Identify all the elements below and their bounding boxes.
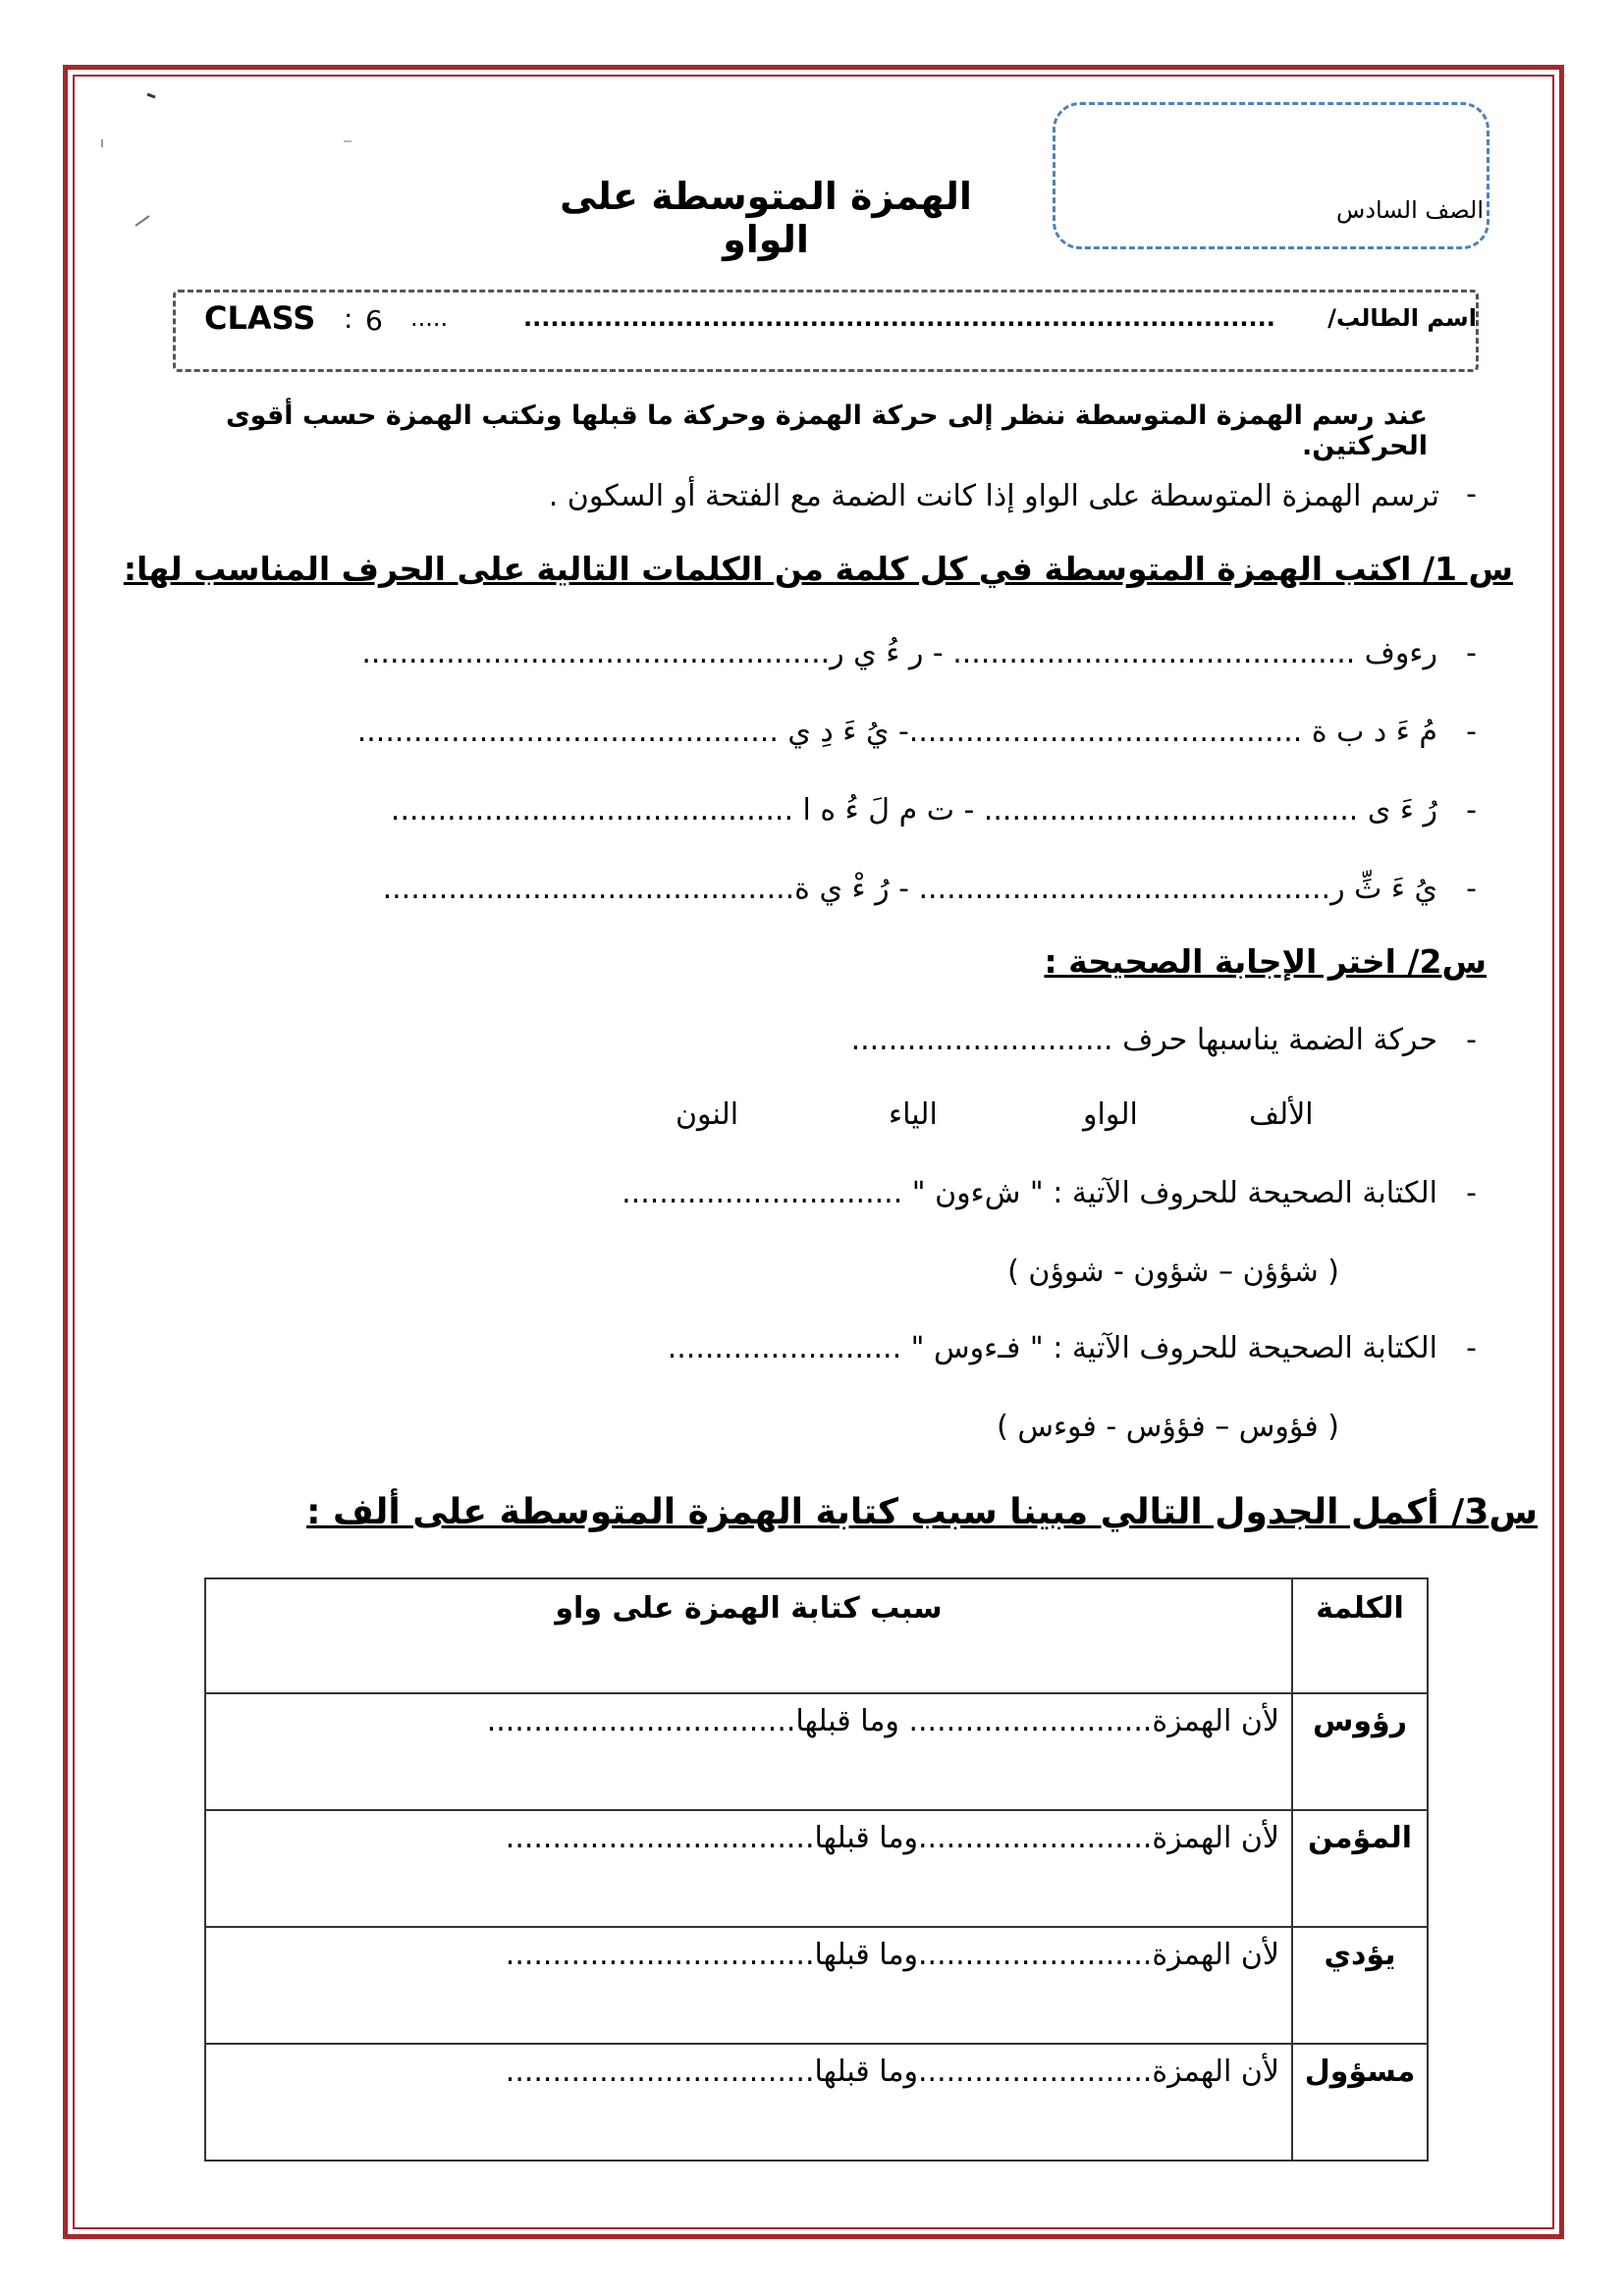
- reason-cell[interactable]: لأن الهمزة.........................وما قبلها.................................: [205, 1927, 1292, 2044]
- table-row: [205, 2044, 1428, 2161]
- student-name-field[interactable]: ....................................................................................: [523, 304, 1275, 332]
- reason-cell[interactable]: لأن الهمزة.........................وما قبلها.................................: [205, 2044, 1292, 2161]
- bullet: -: [1466, 715, 1477, 749]
- grade-box: [1053, 102, 1489, 249]
- class-separator: :: [344, 302, 353, 335]
- q1-item-4[interactable]: يُ ءَ ثِّ ر............................................ - رُ ءْ ي ة............................................: [382, 872, 1437, 906]
- q2-item-2[interactable]: الكتابة الصحيحة للحروف الآتية : " شءون " ..............................: [622, 1176, 1437, 1210]
- table-row: [205, 1810, 1428, 1927]
- option-waw[interactable]: الواو: [1083, 1097, 1138, 1132]
- question-2-heading: س2/ اختر الإجابة الصحيحة :: [1044, 942, 1487, 981]
- rule-waw: ترسم الهمزة المتوسطة على الواو إذا كانت الضمة مع الفتحة أو السكون .: [548, 479, 1439, 513]
- grade-label: الصف السادس: [1336, 196, 1484, 224]
- word-cell: يؤدي: [1292, 1927, 1428, 2044]
- option-alif[interactable]: الألف: [1249, 1097, 1314, 1132]
- q2-item-2-options[interactable]: ( شؤؤن – شؤون - شوؤن ): [1007, 1255, 1339, 1289]
- rule-intro: عند رسم الهمزة المتوسطة ننظر إلى حركة الهمزة وحركة ما قبلها ونكتب الهمزة حسب أقوى الحركتين.: [225, 400, 1428, 461]
- class-label: CLASS: [204, 299, 316, 337]
- word-cell: المؤمن: [1292, 1810, 1428, 1927]
- q2-item-3-options[interactable]: ( فؤوس – فؤؤس - فوءس ): [997, 1410, 1339, 1444]
- q2-item-1[interactable]: حركة الضمة يناسبها حرف ............................: [850, 1023, 1437, 1057]
- table-row: [205, 1927, 1428, 2044]
- question-3-heading: س3/ أكمل الجدول التالي مبينا سبب كتابة الهمزة المتوسطة على ألف :: [306, 1492, 1538, 1532]
- bullet: -: [1466, 1023, 1477, 1057]
- q1-item-1[interactable]: رءوف ........................................... - ر ءُ ي ر..................................................: [361, 636, 1437, 670]
- scan-marks: [98, 88, 353, 245]
- bullet: -: [1466, 477, 1477, 511]
- bullet: -: [1466, 636, 1477, 670]
- page-title: الهمزة المتوسطة على الواو: [560, 175, 972, 261]
- bullet: -: [1466, 872, 1477, 906]
- bullet: -: [1466, 1176, 1477, 1210]
- word-cell: رؤوس: [1292, 1693, 1428, 1810]
- table-header-row: [205, 1578, 1428, 1693]
- q1-item-3[interactable]: رُ ءَ ى ........................................ - ت م لَ ءُ ه ا ...........................................: [390, 793, 1437, 828]
- student-name-label: اسم الطالب/: [1327, 304, 1477, 332]
- q1-item-2[interactable]: مُ ءَ د ب ة ..........................................- يُ ءَ دِ ي .............................................: [356, 715, 1437, 749]
- column-header-word: الكلمة: [1292, 1578, 1428, 1693]
- word-cell: مسؤول: [1292, 2044, 1428, 2161]
- bullet: -: [1466, 793, 1477, 828]
- class-dots: .....: [410, 304, 449, 332]
- reason-cell[interactable]: لأن الهمزة.......................... وما قبلها.................................: [205, 1693, 1292, 1810]
- class-value: 6: [365, 304, 383, 337]
- reason-table: [204, 1577, 1429, 2162]
- option-noon[interactable]: النون: [676, 1097, 739, 1132]
- option-yaa[interactable]: الياء: [889, 1097, 938, 1132]
- table-row: [205, 1693, 1428, 1810]
- column-header-reason: سبب كتابة الهمزة على واو: [205, 1578, 1292, 1693]
- reason-cell[interactable]: لأن الهمزة.........................وما قبلها.................................: [205, 1810, 1292, 1927]
- bullet: -: [1466, 1331, 1477, 1365]
- question-1-heading: س 1/ اكتب الهمزة المتوسطة في كل كلمة من الكلمات التالية على الحرف المناسب لها:: [123, 550, 1513, 588]
- q2-item-3[interactable]: الكتابة الصحيحة للحروف الآتية : " فـءوس " .........................: [667, 1331, 1437, 1365]
